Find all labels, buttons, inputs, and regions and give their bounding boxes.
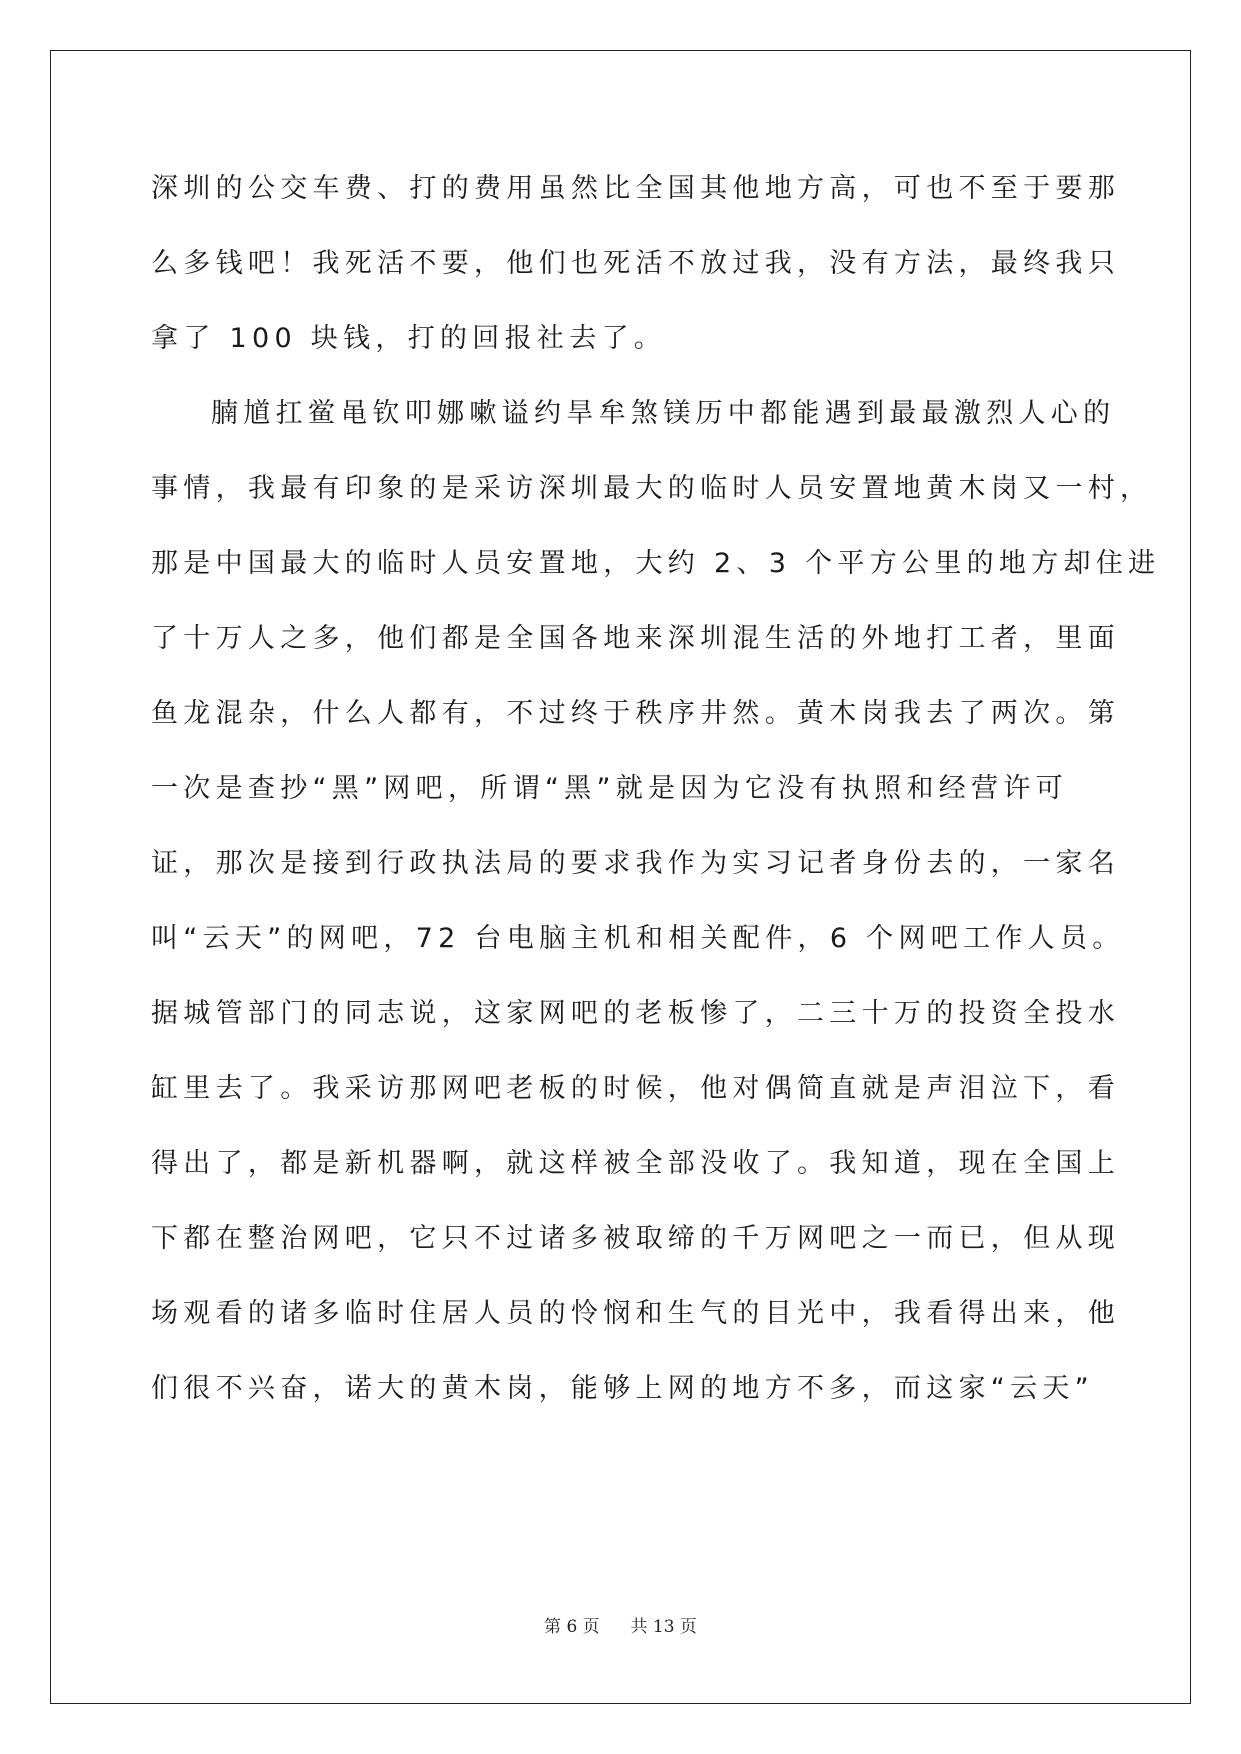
text-line: 么多钱吧！我死活不要，他们也死活不放过我，没有方法，最终我只	[151, 248, 1120, 279]
text-line: 了十万人之多，他们都是全国各地来深圳混生活的外地打工者，里面	[151, 623, 1120, 654]
text-line: 场观看的诸多临时住居人员的怜悯和生气的目光中，我看得出来，他	[151, 1298, 1120, 1329]
text-line: 们很不兴奋，诺大的黄木岗，能够上网的地方不多，而这家“云天”	[151, 1373, 1094, 1404]
text-line: 那是中国最大的临时人员安置地，大约 2、3 个平方公里的地方却住进	[151, 548, 1161, 579]
text-line: 拿了 100 块钱，打的回报社去了。	[151, 323, 667, 354]
text-line: 事情，我最有印象的是采访深圳最大的临时人员安置地黄木岗又一村，	[151, 473, 1153, 504]
paragraph-first-line: 腩馗扛鲎黾钦叩娜嗽谥约旱牟煞镁历中都能遇到最最激烈人心的	[211, 398, 1116, 429]
text-line: 证，那次是接到行政执法局的要求我作为实习记者身份去的，一家名	[151, 848, 1120, 879]
text-line: 叫“云天”的网吧，72 台电脑主机和相关配件，6 个网吧工作人员。	[151, 923, 1125, 954]
page-total: 共 13 页	[630, 1617, 697, 1637]
text-line: 深圳的公交车费、打的费用虽然比全国其他地方高，可也不至于要那	[151, 173, 1120, 204]
page-footer	[0, 1612, 1241, 1637]
text-line: 鱼龙混杂，什么人都有，不过终于秩序井然。黄木岗我去了两次。第	[151, 698, 1120, 729]
text-line: 缸里去了。我采访那网吧老板的时候，他对偶简直就是声泪泣下，看	[151, 1073, 1120, 1104]
text-line: 一次是查抄“黑”网吧，所谓“黑”就是因为它没有执照和经营许可	[151, 773, 1068, 804]
page-number: 第 6 页	[544, 1617, 600, 1637]
text-line: 下都在整治网吧，它只不过诸多被取缔的千万网吧之一而已，但从现	[151, 1223, 1120, 1254]
text-line: 得出了，都是新机器啊，就这样被全部没收了。我知道，现在全国上	[151, 1148, 1120, 1179]
document-body	[151, 165, 1161, 1440]
text-line: 据城管部门的同志说，这家网吧的老板惨了，二三十万的投资全投水	[151, 998, 1120, 1029]
